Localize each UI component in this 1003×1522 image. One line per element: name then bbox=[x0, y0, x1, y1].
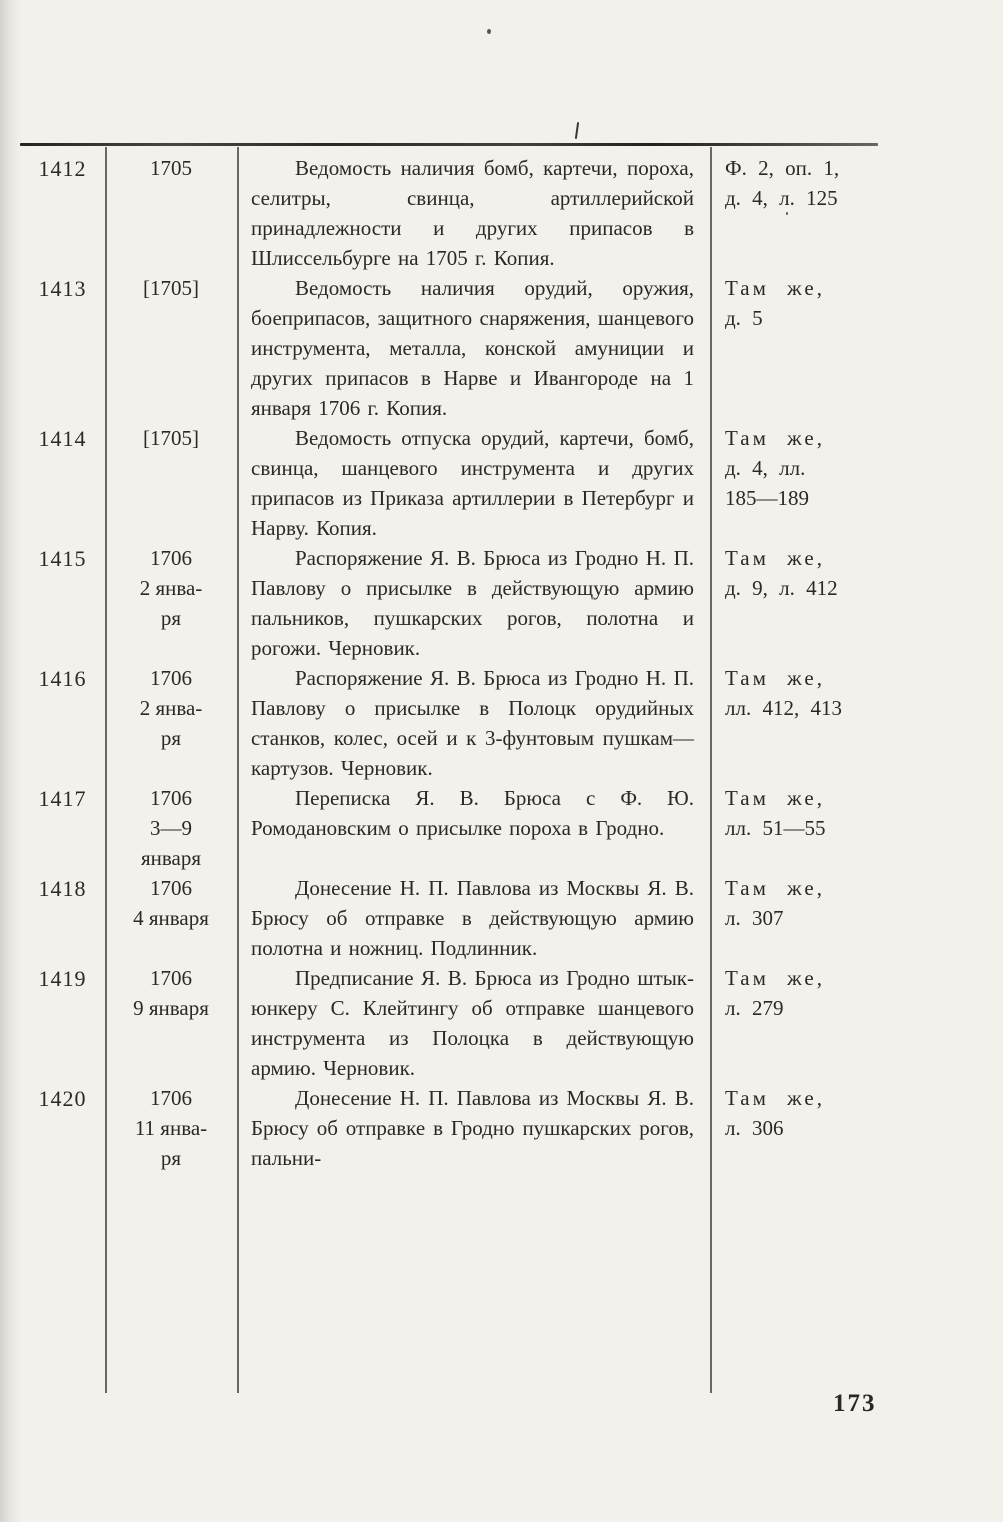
entry-number: 1413 bbox=[38, 276, 87, 301]
ink-tick-mark bbox=[575, 122, 579, 139]
entry-row bbox=[20, 153, 880, 273]
entry-reference bbox=[710, 783, 880, 843]
entry-reference-line: лл. 412, 413 bbox=[725, 696, 842, 720]
entry-number: 1416 bbox=[38, 666, 87, 691]
entry-date bbox=[105, 663, 237, 753]
entry-date-line: 9 января bbox=[133, 996, 209, 1020]
entry-number: 1414 bbox=[38, 426, 87, 451]
entry-number: 1418 bbox=[38, 876, 87, 901]
ink-speck bbox=[487, 29, 491, 34]
entry-description: Ведомость наличия орудий, оружия, боеприпасов, защитного снаряжения, шанцевого инструмента, металла, конской амуниции и других припасов в Нарве и Ивангороде на 1 января 1706 г. Копия. bbox=[251, 276, 694, 420]
entry-date-line: 2 янва- bbox=[139, 576, 203, 600]
entry-row bbox=[20, 543, 880, 663]
entry-number: 1420 bbox=[38, 1086, 87, 1111]
entry-date bbox=[105, 543, 237, 633]
entry-reference-line: Там же, bbox=[725, 1086, 825, 1110]
table-rows bbox=[20, 153, 880, 1173]
entry-date bbox=[105, 963, 237, 1023]
entry-reference-line: Там же, bbox=[725, 786, 825, 810]
entry-reference bbox=[710, 153, 880, 213]
entry-description: Переписка Я. В. Брюса с Ф. Ю. Ромодановским о присылке пороха в Гродно. bbox=[251, 786, 694, 840]
entry-date bbox=[105, 873, 237, 933]
entry-reference-line: лл. 51—55 bbox=[725, 816, 826, 840]
entry-row bbox=[20, 963, 880, 1083]
entry-row bbox=[20, 873, 880, 963]
entry-reference bbox=[710, 543, 880, 603]
entry-row bbox=[20, 663, 880, 783]
entry-reference-line: Там же, bbox=[725, 666, 825, 690]
entry-reference-line: д. 9, л. 412 bbox=[725, 576, 838, 600]
entry-row bbox=[20, 783, 880, 873]
entry-row bbox=[20, 273, 880, 423]
entry-description: Донесение Н. П. Павлова из Москвы Я. В. Брюсу об отправке в Гродно пушкарских рогов, пальни- bbox=[251, 1086, 694, 1170]
entry-reference-line: д. 4, лл. bbox=[725, 456, 806, 480]
entry-description: Распоряжение Я. В. Брюса из Гродно Н. П. Павлову о присылке в действующую армию пальников, пушкарских рогов, полотна и рогожи. Черновик. bbox=[251, 546, 694, 660]
entry-date bbox=[105, 273, 237, 303]
entry-reference bbox=[710, 963, 880, 1023]
entry-date-line: ря bbox=[160, 1146, 182, 1170]
entry-reference-line: Там же, bbox=[725, 966, 825, 990]
entry-reference-line: д. 4, л. 125 bbox=[725, 186, 838, 210]
entry-date-line: 4 января bbox=[133, 906, 209, 930]
entry-date-line: 1706 bbox=[150, 1086, 192, 1110]
entry-date-line: [1705] bbox=[143, 276, 199, 300]
table-top-rule bbox=[20, 143, 878, 146]
entry-reference bbox=[710, 663, 880, 723]
entry-number: 1412 bbox=[38, 156, 87, 181]
entry-description: Ведомость отпуска орудий, картечи, бомб, свинца, шанцевого инструмента и других припасов из Приказа артиллерии в Петербург и Нарву. Копия. bbox=[251, 426, 694, 540]
entry-reference bbox=[710, 273, 880, 333]
entry-reference-line: л. 279 bbox=[725, 996, 784, 1020]
entry-row bbox=[20, 423, 880, 543]
entry-date bbox=[105, 153, 237, 183]
entry-description: Распоряжение Я. В. Брюса из Гродно Н. П. Павлову о присылке в Полоцк орудийных станков, колес, осей и к 3-фунтовым пушкам—картузов. Черновик. bbox=[251, 666, 694, 780]
entry-date bbox=[105, 1083, 237, 1173]
entry-description: Ведомость наличия бомб, картечи, пороха, селитры, свинца, артиллерийской принадлежности и других припасов в Шлиссельбурге на 1705 г. Копия. bbox=[251, 156, 694, 270]
entry-date-line: 3—9 bbox=[150, 816, 192, 840]
entry-date-line: 1706 bbox=[150, 966, 192, 990]
entry-reference bbox=[710, 873, 880, 933]
entry-date-line: [1705] bbox=[143, 426, 199, 450]
entry-reference bbox=[710, 423, 880, 513]
page-number: 173 bbox=[833, 1390, 877, 1417]
entry-reference-line: Ф. 2, оп. 1, bbox=[725, 156, 840, 180]
entry-description: Донесение Н. П. Павлова из Москвы Я. В. Брюсу об отправке в действующую армию полотна и ножниц. Подлинник. bbox=[251, 876, 694, 960]
entry-reference-line: л. 306 bbox=[725, 1116, 784, 1140]
entry-date-line: 1706 bbox=[150, 786, 192, 810]
entry-reference bbox=[710, 1083, 880, 1143]
entry-number: 1419 bbox=[38, 966, 87, 991]
entry-reference-line: Там же, bbox=[725, 876, 825, 900]
entry-reference-line: 185—189 bbox=[725, 486, 809, 510]
entry-reference-line: д. 5 bbox=[725, 306, 763, 330]
entry-reference-line: Там же, bbox=[725, 426, 825, 450]
entry-reference-line: Там же, bbox=[725, 546, 825, 570]
entry-date-line: 1706 bbox=[150, 876, 192, 900]
entry-date-line: ря bbox=[160, 606, 182, 630]
entry-row bbox=[20, 1083, 880, 1173]
entry-description: Предписание Я. В. Брюса из Гродно штык-юнкеру С. Клейтингу об отправке шанцевого инструмента из Полоцка в действующую армию. Черновик. bbox=[251, 966, 694, 1080]
entry-date-line: января bbox=[140, 846, 202, 870]
entry-date-line: 1706 bbox=[150, 546, 192, 570]
entry-date-line: 1706 bbox=[150, 666, 192, 690]
entry-date-line: 1705 bbox=[150, 156, 192, 180]
entry-number: 1417 bbox=[38, 786, 87, 811]
entry-date-line: 11 янва- bbox=[134, 1116, 208, 1140]
inventory-table bbox=[20, 143, 880, 1401]
entry-number: 1415 bbox=[38, 546, 87, 571]
entry-date bbox=[105, 423, 237, 453]
entry-date bbox=[105, 783, 237, 873]
entry-date-line: 2 янва- bbox=[139, 696, 203, 720]
entry-reference-line: л. 307 bbox=[725, 906, 784, 930]
entry-date-line: ря bbox=[160, 726, 182, 750]
entry-reference-line: Там же, bbox=[725, 276, 825, 300]
